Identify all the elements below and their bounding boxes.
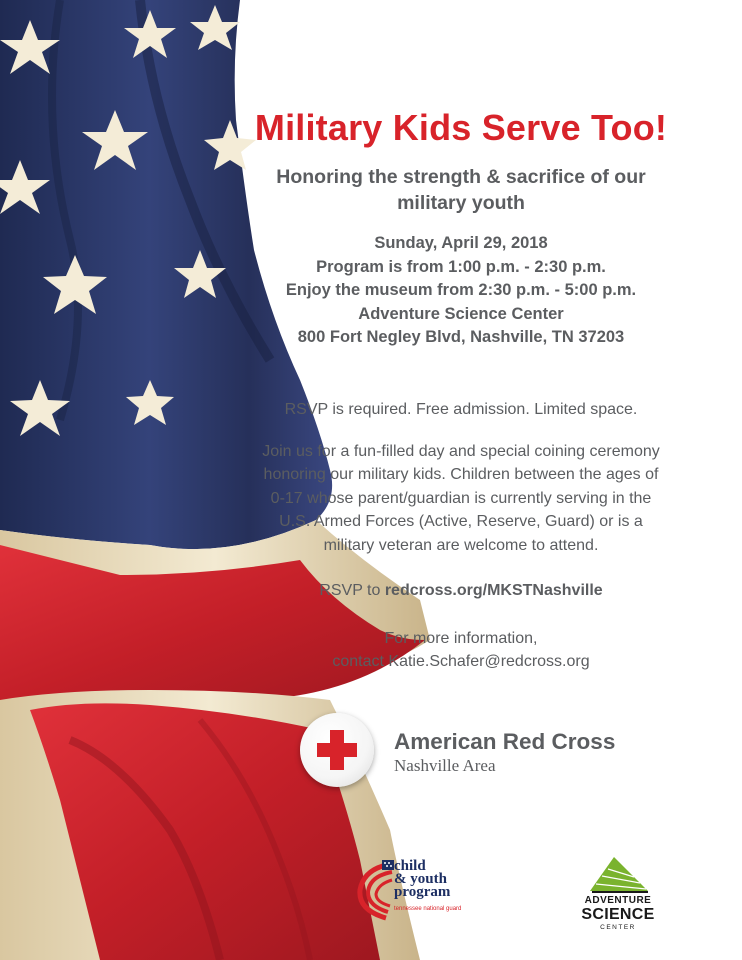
red-cross-name: American Red Cross	[394, 729, 616, 754]
cyp-line: program	[394, 884, 451, 900]
cyp-wordmark	[394, 860, 450, 899]
event-date: Sunday, April 29, 2018	[374, 234, 548, 252]
event-details	[228, 232, 694, 350]
description-line: Join us for a fun-filled day and special coining ceremony	[262, 443, 660, 460]
description-line: U.S. Armed Forces (Active, Reserve, Guard) or is a	[279, 513, 643, 531]
museum-time: Enjoy the museum from 2:30 p.m. - 5:00 p.m.	[285, 281, 637, 300]
red-cross-icon	[300, 713, 374, 787]
rsvp-line	[228, 580, 694, 602]
flyer-content	[228, 0, 694, 960]
event-description	[228, 440, 694, 557]
flyer-title: Military Kids Serve Too!	[254, 107, 668, 148]
red-cross-area: Nashville Area	[394, 756, 496, 775]
rsvp-prefix: RSVP to	[319, 582, 385, 599]
cyp-subtitle: tennessee national guard	[394, 906, 462, 912]
program-time: Program is from 1:00 p.m. - 2:30 p.m.	[316, 257, 606, 276]
venue-address: 800 Fort Negley Blvd, Nashville, TN 37203	[297, 328, 625, 347]
description-line: military veteran are welcome to attend.	[323, 536, 599, 554]
venue-name: Adventure Science Center	[358, 304, 564, 323]
description-line: 0-17 whose parent/guardian is currently serving in the	[270, 489, 652, 507]
contact-email[interactable]: contact Katie.Schafer@redcross.org	[332, 653, 590, 671]
asc-line: CENTER	[600, 924, 636, 931]
rsvp-required-note: RSVP is required. Free admission. Limited space.	[284, 401, 638, 418]
info-line: For more information,	[384, 630, 538, 647]
contact-info	[228, 627, 694, 674]
asc-line: ADVENTURE	[584, 895, 652, 906]
flyer-subtitle	[228, 164, 694, 216]
child-youth-program-logo	[356, 858, 486, 922]
cyp-line: child	[394, 858, 426, 874]
description-line: honoring our military kids. Children between the ages of	[263, 466, 659, 484]
cyp-line: & youth	[394, 871, 447, 887]
subtitle-line: Honoring the strength & sacrifice of our	[276, 166, 646, 188]
subtitle-line: military youth	[397, 192, 525, 214]
rsvp-link[interactable]: redcross.org/MKSTNashville	[384, 582, 603, 599]
adventure-science-center-logo	[578, 855, 658, 935]
asc-line: SCIENCE	[581, 906, 655, 923]
red-cross-logo	[300, 713, 680, 803]
